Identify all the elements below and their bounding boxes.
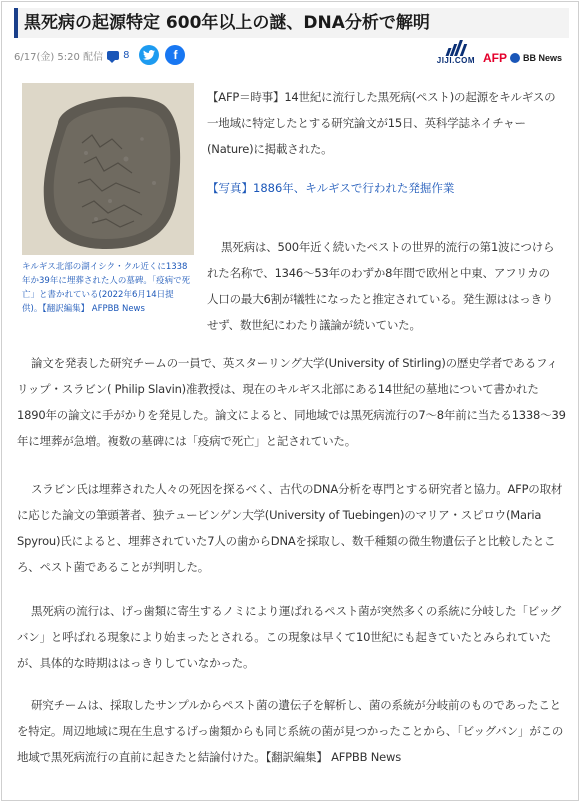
article-figure xyxy=(22,83,198,316)
paragraph-5 xyxy=(17,598,567,676)
twitter-icon[interactable] xyxy=(139,45,159,65)
photo-link-tag: 【写真】 xyxy=(207,181,253,195)
photo-link-text[interactable]: 1886年、キルギスで行われた発掘作業 xyxy=(253,181,455,195)
publish-date: 6/17(金) 5:20 配信 xyxy=(14,51,104,63)
paragraph-3 xyxy=(17,350,567,454)
paragraph-2 xyxy=(207,234,557,338)
comment-count[interactable]: 8 xyxy=(123,49,130,61)
photo-caption: キルギス北部の湖イシク・クル近くに1338年か39年に埋葬された人の墓碑。「疫病で死亡」と書かれている(2022年6月14日提供)。【翻訳編集】 AFPBB News xyxy=(22,262,191,314)
article-headline: 黒死病の起源特定 600年以上の謎、DNA分析で解明 xyxy=(14,8,569,38)
bb-logo-text: BB News xyxy=(522,53,562,63)
paragraph-3-text: 論文を発表した研究チームの一員で、英スターリング大学(University of Stirling)の歴史学者であるフィリップ・スラビン( Philip Slavin)准教授は、現在のキルギス北部にある14世紀の墓地について書かれた1890年の論文に手がかりを発見した。論文によると、同地域では黒死病流行の7～8年前に当たる1338～39年に埋葬が急増。複数の墓碑には「疫病で死亡」と記されていた。 xyxy=(17,356,566,448)
paragraph-4 xyxy=(17,476,567,580)
photo-gallery-link[interactable] xyxy=(207,180,454,196)
paragraph-2-text: 黒死病は、500年近く続いたペストの世界的流行の第1波につけられた名称で、1346～53年のわずか8年間で欧州と中東、アフリカの人口の最大6割が犠牲になったと推定されている。発生源ははっきりせず、数世紀にわたり議論が続いていた。 xyxy=(207,240,555,332)
gravestone-photo[interactable] xyxy=(22,83,194,255)
jiji-logo-text: JIJI.COM xyxy=(436,56,475,65)
paragraph-6-text: 研究チームは、採取したサンプルからペスト菌の遺伝子を解析し、菌の系統が分岐前のものであったことを特定。周辺地域に現在生息するげっ歯類からも同じ系統の菌が見つかったことから、「ビッグバン」がこの地域で黒死病流行の直前に起きたと結論付けた。【翻訳編集】 AFPBB News xyxy=(17,698,564,764)
paragraph-lead: 【AFP＝時事】14世紀に流行した黒死病(ペスト)の起源をキルギスの一地域に特定したとする研究論文が15日、英科学誌ネイチャー(Nature)に掲載された。 xyxy=(207,90,556,156)
jiji-mark-icon xyxy=(445,40,467,56)
facebook-icon[interactable]: f xyxy=(165,45,185,65)
article-meta xyxy=(14,45,185,65)
paragraph-5-text: 黒死病の流行は、げっ歯類に寄生するノミにより運ばれるペスト菌が突然多くの系統に分岐した「ビッグバン」と呼ばれる現象により始まったとされる。この現象は早くて10世紀にも起きていたとみられていたが、具体的な時期ははっきりしていなかった。 xyxy=(17,604,562,670)
comment-icon[interactable] xyxy=(107,51,119,60)
afpbb-logo[interactable] xyxy=(483,51,562,65)
afp-logo-text: AFP xyxy=(482,51,507,65)
bb-dot-icon xyxy=(510,53,520,63)
paragraph-6 xyxy=(17,692,567,770)
publisher-logos xyxy=(437,40,562,65)
paragraph-4-text: スラビン氏は埋葬された人々の死因を探るべく、古代のDNA分析を専門とする研究者と協力。AFPの取材に応じた論文の筆頭著者、独テュービンゲン大学(University of Tuebingen)のマリア・スピロウ(Maria Spyrou)氏によると、埋葬されていた7人の歯からDNAを採取し、数千種類の微生物遺伝子と比較したところ、ペスト菌であることが判明した。 xyxy=(17,482,563,574)
jiji-logo[interactable] xyxy=(437,40,475,65)
